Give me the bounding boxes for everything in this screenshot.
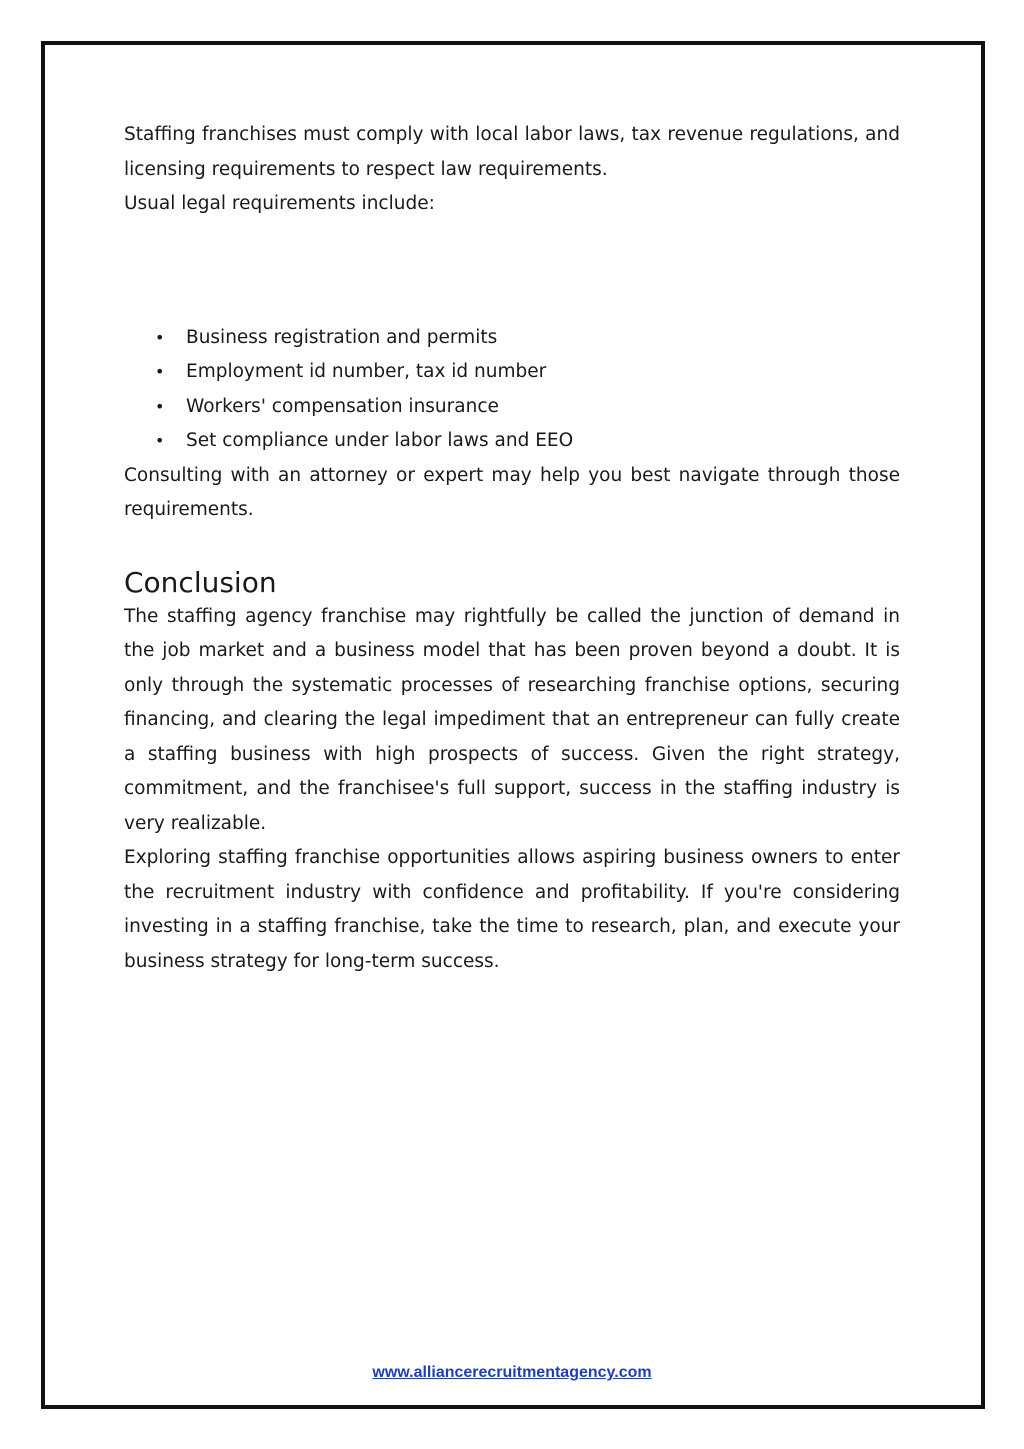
list-item [124, 321, 900, 356]
consulting-paragraph: Consulting with an attorney or expert may help you best navigate through those requirements. [124, 464, 900, 520]
list-item-text: Set compliance under labor laws and EEO [186, 430, 574, 451]
bullet-icon: • [155, 362, 165, 381]
list-item [124, 390, 900, 425]
conclusion-heading: Conclusion [124, 565, 277, 599]
list-item-text: Business registration and permits [186, 326, 498, 348]
exploring-paragraph: Exploring staffing franchise opportunities allows aspiring business owners to enter the recruitment industry with confidence and profitability. If you're considering investing in a staffing franchise, take the time to research, plan, and execute your business strategy for long-term success. [124, 847, 900, 972]
bullet-icon: • [155, 327, 165, 347]
bullet-icon: • [155, 431, 165, 450]
requirements-intro: Usual legal requirements include: [124, 193, 435, 214]
requirements-list [124, 321, 900, 459]
conclusion-paragraph: The staffing agency franchise may rightfully be called the junction of demand in the job market and a business model that has been proven beyond a doubt. It is only through the systematic processes of researching franchise options, securing financing, and clearing the legal impediment that an entrepreneur can fully create a staffing business with high prospects of success. Given the right strategy, commitment, and the franchisee's full support, success in the staffing industry is very realizable. [124, 605, 900, 834]
footer-website-link[interactable]: www.alliancerecruitmentagency.com [372, 1364, 652, 1381]
compliance-paragraph: Staffing franchises must comply with local labor laws, tax revenue regulations, and licensing requirements to respect law requirements. [124, 124, 900, 180]
document-content [124, 118, 900, 979]
list-item-text: Employment id number, tax id number [186, 361, 547, 382]
list-item [124, 424, 900, 459]
list-item [124, 355, 900, 390]
list-item-text: Workers' compensation insurance [186, 395, 499, 417]
bullet-icon: • [155, 396, 165, 416]
